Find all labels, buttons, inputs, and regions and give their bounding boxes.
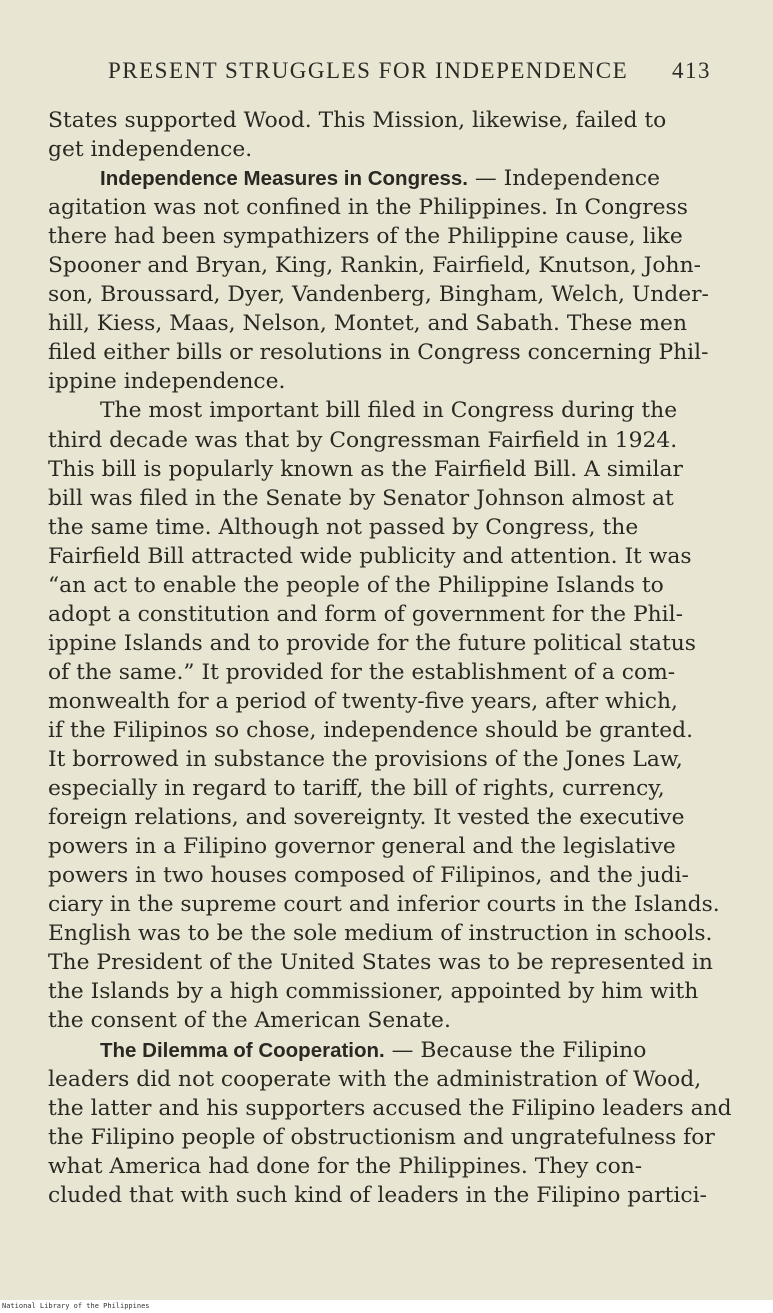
text-line: agitation was not confined in the Philippines. In Congress <box>48 195 688 221</box>
text-line: monwealth for a period of twenty-five years, after which, <box>48 688 678 714</box>
text-line: It borrowed in substance the provisions of the Jones Law, <box>48 747 683 773</box>
text-line: if the Filipinos so chose, independence should be granted. <box>48 717 694 743</box>
section-heading-congress: Independence Measures in Congress. <box>100 167 468 191</box>
footer-strip <box>0 1300 773 1313</box>
text-line: what America had done for the Philippines. They con- <box>48 1153 643 1179</box>
text-line: adopt a constitution and form of government for the Phil- <box>48 601 683 627</box>
text-line: powers in two houses composed of Filipinos, and the judi- <box>48 863 689 889</box>
section-lead-text: — Independence <box>467 166 661 192</box>
body-text <box>48 106 732 1210</box>
text-line: ciary in the supreme court and inferior courts in the Islands. <box>48 892 720 918</box>
text-line: leaders did not cooperate with the administration of Wood, <box>48 1066 702 1092</box>
section-heading-line <box>48 164 728 193</box>
section-lead-text: — Because the Filipino <box>384 1037 647 1063</box>
section-heading-cooperation: The Dilemma of Cooperation. <box>100 1038 385 1062</box>
text-line: ippine Islands and to provide for the future political status <box>48 630 696 656</box>
text-line: filed either bills or resolutions in Congress concerning Phil- <box>48 340 709 366</box>
text-line: “an act to enable the people of the Philippine Islands to <box>48 572 664 598</box>
text-line: foreign relations, and sovereignty. It vested the executive <box>48 805 685 831</box>
text-line: especially in regard to tariff, the bill of rights, currency, <box>48 776 665 802</box>
text-line: the latter and his supporters accused the Filipino leaders and <box>48 1095 732 1121</box>
section-heading-line <box>48 1036 728 1065</box>
text-line: the Filipino people of obstructionism and ungratefulness for <box>48 1124 715 1150</box>
paragraph-start-line: The most important bill filed in Congress during the <box>100 398 678 424</box>
text-line: there had been sympathizers of the Philippine cause, like <box>48 224 683 250</box>
text-line: the same time. Although not passed by Congress, the <box>48 514 639 540</box>
running-head: PRESENT STRUGGLES FOR INDEPENDENCE <box>108 58 629 83</box>
text-line: the consent of the American Senate. <box>48 1008 451 1034</box>
text-line: powers in a Filipino governor general and the legislative <box>48 834 676 860</box>
text-line: of the same.” It provided for the establishment of a com- <box>48 659 676 685</box>
text-line: Fairfield Bill attracted wide publicity and attention. It was <box>48 543 692 569</box>
text-line: The President of the United States was to be represented in <box>48 950 713 976</box>
text-line: third decade was that by Congressman Fairfield in 1924. <box>48 427 678 453</box>
text-line: cluded that with such kind of leaders in the Filipino partici- <box>48 1182 707 1208</box>
text-line: English was to be the sole medium of instruction in schools. <box>48 921 713 947</box>
text-line: Spooner and Bryan, King, Rankin, Fairfield, Knutson, John- <box>48 253 701 279</box>
text-line: the Islands by a high commissioner, appointed by him with <box>48 979 699 1005</box>
text-line: son, Broussard, Dyer, Vandenberg, Bingham, Welch, Under- <box>48 282 709 308</box>
page-number: 413 <box>672 58 711 83</box>
text-line: get independence. <box>48 137 253 163</box>
text-line: States supported Wood. This Mission, likewise, failed to <box>48 108 667 133</box>
text-line: bill was filed in the Senate by Senator Johnson almost at <box>48 485 674 511</box>
text-line: hill, Kiess, Maas, Nelson, Montet, and Sabath. These men <box>48 311 687 337</box>
text-line: This bill is popularly known as the Fairfield Bill. A similar <box>48 456 683 482</box>
text-line: ippine independence. <box>48 369 286 395</box>
library-credit: National Library of the Philippines <box>2 1302 150 1310</box>
